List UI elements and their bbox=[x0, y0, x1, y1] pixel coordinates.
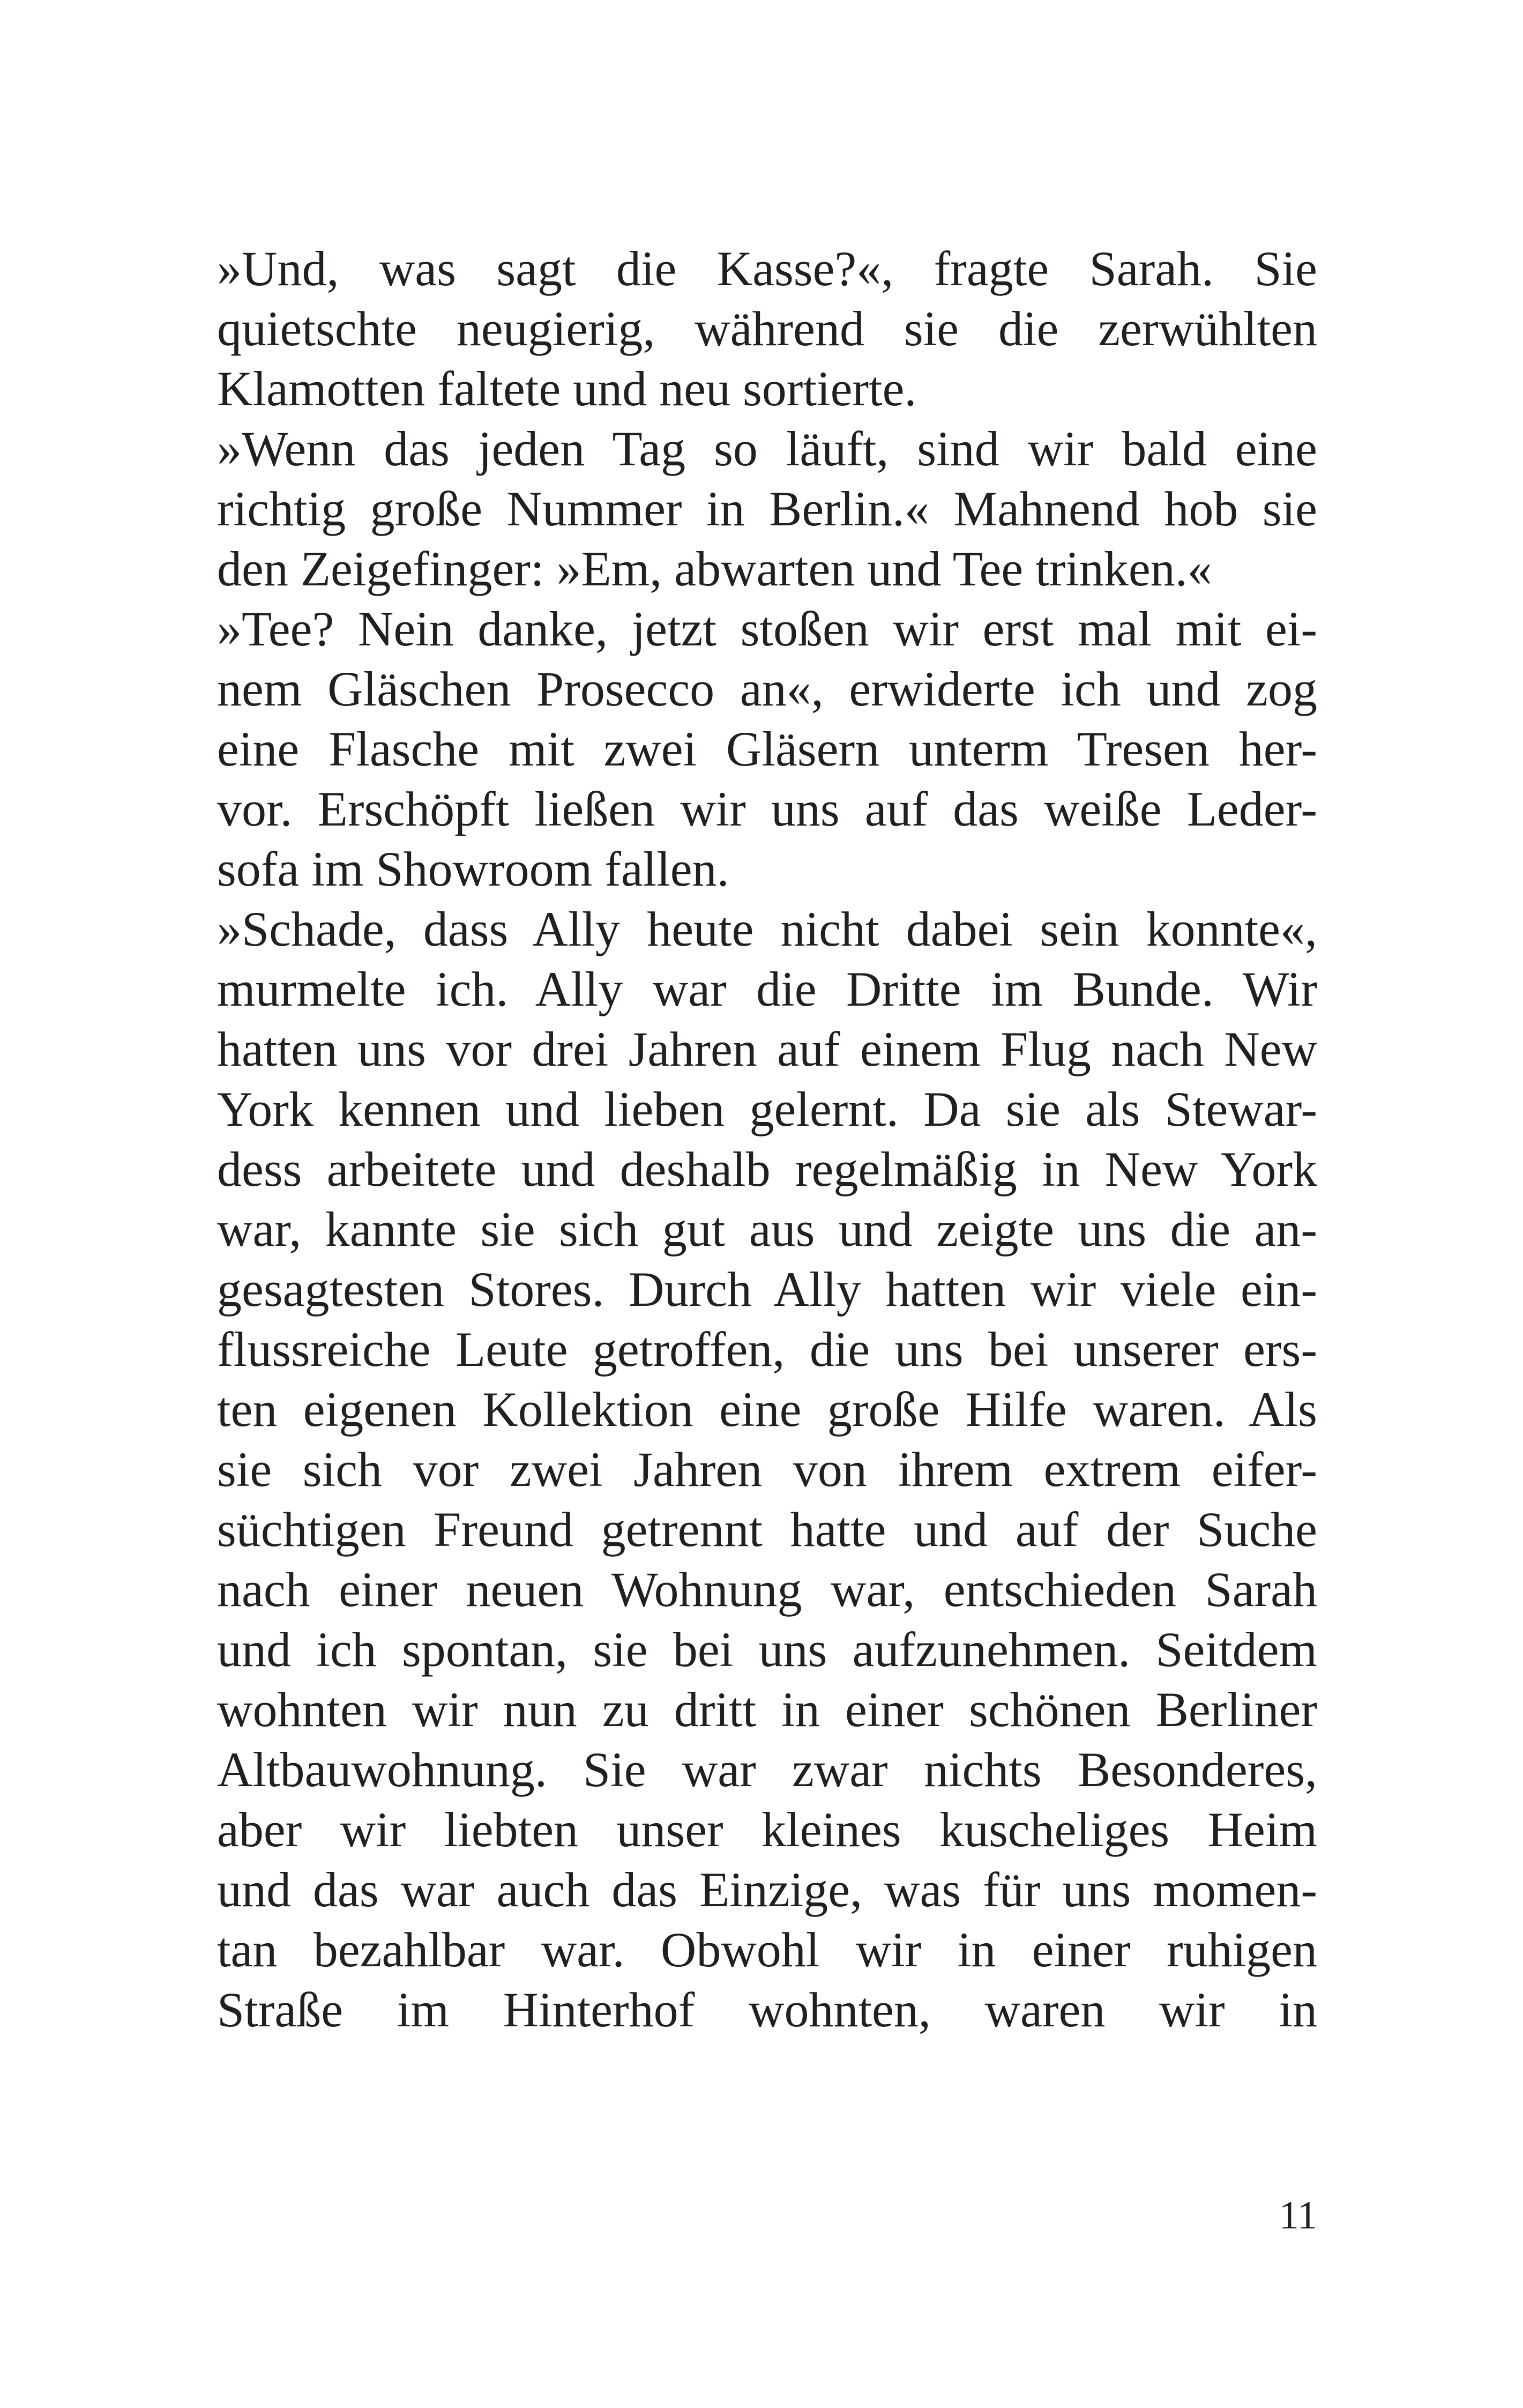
text-line: sofa im Showroom fallen. bbox=[217, 842, 729, 896]
text-line: sie sich vor zwei Jahren von ihrem extrem eifer- bbox=[217, 1442, 1317, 1497]
text-line: tan bezahlbar war. Obwohl wir in einer ruhigen bbox=[217, 1922, 1317, 1977]
text-line: ten eigenen Kollektion eine große Hilfe waren. Als bbox=[217, 1382, 1317, 1437]
text-line: wohnten wir nun zu dritt in einer schönen Berliner bbox=[217, 1682, 1317, 1737]
text-line: »Wenn das jeden Tag so läuft, sind wir bald eine bbox=[217, 421, 1317, 476]
text-line: Altbauwohnung. Sie war zwar nichts Besonderes, bbox=[217, 1742, 1317, 1797]
text-line: gesagtesten Stores. Durch Ally hatten wir viele ein- bbox=[217, 1262, 1317, 1317]
text-line: Klamotten faltete und neu sortierte. bbox=[217, 361, 917, 416]
text-line: vor. Erschöpft ließen wir uns auf das weiße Leder- bbox=[217, 782, 1317, 836]
text-line: nem Gläschen Prosecco an«, erwiderte ich und zog bbox=[217, 662, 1317, 716]
text-line: York kennen und lieben gelernt. Da sie als Stewar- bbox=[217, 1082, 1317, 1136]
text-line: flussreiche Leute getroffen, die uns bei unserer ers- bbox=[217, 1322, 1317, 1377]
text-line: den Zeigefinger: »Em, abwarten und Tee trinken.« bbox=[217, 541, 1212, 596]
text-line: und das war auch das Einzige, was für uns momen- bbox=[217, 1862, 1317, 1917]
text-line: hatten uns vor drei Jahren auf einem Flug nach New bbox=[217, 1022, 1317, 1076]
text-line: richtig große Nummer in Berlin.« Mahnend hob sie bbox=[217, 481, 1317, 536]
text-line: »Schade, dass Ally heute nicht dabei sein konnte«, bbox=[217, 902, 1317, 956]
text-line: Straße im Hinterhof wohnten, waren wir in bbox=[217, 1982, 1317, 2037]
text-line: dess arbeitete und deshalb regelmäßig in New York bbox=[217, 1142, 1317, 1196]
text-line: und ich spontan, sie bei uns aufzunehmen. Seitdem bbox=[217, 1622, 1317, 1677]
text-line: »Tee? Nein danke, jetzt stoßen wir erst mal mit ei- bbox=[217, 601, 1317, 656]
text-line: »Und, was sagt die Kasse?«, fragte Sarah. Sie bbox=[217, 241, 1317, 296]
page-number: 11 bbox=[1279, 2194, 1317, 2238]
body-text bbox=[217, 239, 1317, 2040]
text-line: war, kannte sie sich gut aus und zeigte uns die an- bbox=[217, 1202, 1317, 1257]
text-line: süchtigen Freund getrennt hatte und auf der Suche bbox=[217, 1502, 1317, 1557]
text-line: murmelte ich. Ally war die Dritte im Bunde. Wir bbox=[217, 962, 1317, 1016]
text-line: aber wir liebten unser kleines kuscheliges Heim bbox=[217, 1802, 1317, 1857]
text-line: quietschte neugierig, während sie die zerwühlten bbox=[217, 301, 1317, 356]
text-line: eine Flasche mit zwei Gläsern unterm Tresen her- bbox=[217, 722, 1317, 776]
text-line: nach einer neuen Wohnung war, entschieden Sarah bbox=[217, 1562, 1317, 1617]
